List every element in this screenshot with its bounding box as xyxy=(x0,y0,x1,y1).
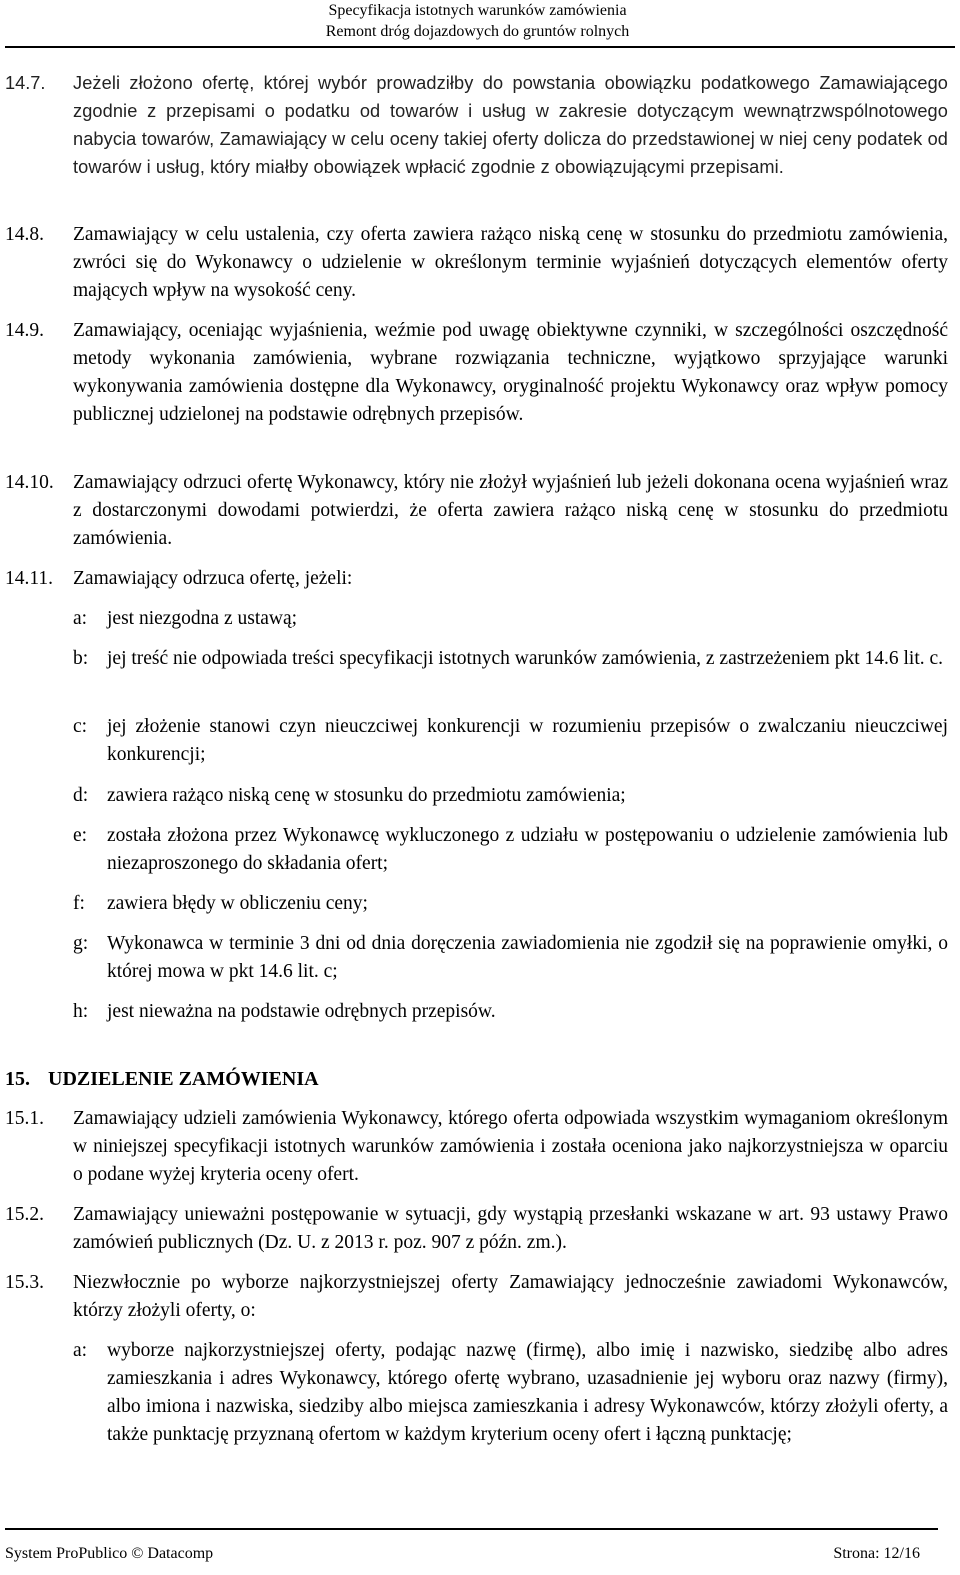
section-15-1-text: Zamawiający udzieli zamówienia Wykonawcy, którego oferta odpowiada wszystkim wymaganiom określonym w niniejszej specyfikacji istotnych warunków zamówienia i została oceniona jako najkorzystniejsza w oparciu o podane wyżej kryteria oceny ofert. xyxy=(73,1108,948,1185)
header-line-1: Specyfikacja istotnych warunków zamówienia xyxy=(328,2,627,19)
list-item-text: jest nieważna na podstawie odrębnych przepisów. xyxy=(107,1001,496,1022)
section-15-3-text: Niezwłocznie po wyborze najkorzystniejszej oferty Zamawiający jednocześnie zawiadomi Wykonawców, którzy złożyli oferty, o: xyxy=(73,1272,948,1321)
list-item-label: c: xyxy=(73,716,88,737)
list-item-label: a: xyxy=(73,608,88,629)
list-item-text: zawiera błędy w obliczeniu ceny; xyxy=(107,893,368,914)
list-item-text: została złożona przez Wykonawcę wykluczonego z udziału w postępowaniu o udzielenie zamówienia lub niezaproszonego do składania ofert; xyxy=(107,825,948,874)
list-item-label: b: xyxy=(73,648,89,669)
list-item-label: d: xyxy=(73,785,89,806)
section-number: 15.2. xyxy=(5,1204,44,1225)
section-number: 15.1. xyxy=(5,1108,44,1129)
footer-left: System ProPublico © Datacomp xyxy=(5,1545,214,1562)
section-number: 14.7. xyxy=(5,73,46,93)
footer-divider xyxy=(5,1528,938,1530)
section-14-10-text: Zamawiający odrzuci ofertę Wykonawcy, który nie złożył wyjaśnień lub jeżeli dokonana ocena wyjaśnień wraz z dostarczonymi dowodami potwierdzi, że oferta zawiera rażąco niską cenę w stosunku do przedmiotu zamówienia. xyxy=(73,472,948,549)
section-14-7-text: Jeżeli złożono ofertę, której wybór prowadziłby do powstania obowiązku podatkowego Zamawiającego zgodnie z przepisami o podatku od towarów i usług w zakresie dotyczącym wewnątrzwspólnotowego nabycia towarów, Zamawiający w celu oceny takiej oferty dolicza do przedstawionej w niej ceny podatek od towarów i usług, który miałby obowiązek wpłacić zgodnie z obowiązującymi przepisami. xyxy=(73,73,948,177)
list-item-text: jest niezgodna z ustawą; xyxy=(107,608,298,629)
header-line-2: Remont dróg dojazdowych do gruntów rolnych xyxy=(325,23,630,40)
heading-number: 15. xyxy=(5,1068,30,1090)
list-item-text: jej treść nie odpowiada treści specyfikacji istotnych warunków zamówienia, z zastrzeżeniem pkt 14.6 lit. c. xyxy=(107,648,944,669)
header-divider xyxy=(5,46,955,48)
list-item-text: Wykonawca w terminie 3 dni od dnia doręczenia zawiadomienia nie zgodził się na poprawienie omyłki, o której mowa w pkt 14.6 lit. c; xyxy=(107,933,948,982)
list-item-label: e: xyxy=(73,825,88,846)
list-item-text: wyborze najkorzystniejszej oferty, podając nazwę (firmę), albo imię i nazwisko, siedzibę albo adres zamieszkania i adres Wykonawcy, którego ofertę wybrano, uzasadnienie jej wyboru oraz nazwy (firmy), albo imiona i nazwiska, siedziby albo miejsca zamieszkania i adresy Wykonawców, którzy złożyli oferty, a także punktację przyznaną ofertom w każdym kryterium oceny ofert i łączną punktację; xyxy=(107,1340,948,1445)
section-heading xyxy=(5,1065,319,1093)
list-item-text: jej złożenie stanowi czyn nieuczciwej konkurencji w rozumieniu przepisów o zwalczaniu nieuczciwej konkurencji; xyxy=(107,716,948,765)
page-number: Strona: 12/16 xyxy=(833,1545,920,1562)
section-number: 14.9. xyxy=(5,320,44,341)
section-15-2-text: Zamawiający unieważni postępowanie w sytuacji, gdy wystąpią przesłanki wskazane w art. 93 ustawy Prawo zamówień publicznych (Dz. U. z 2013 r. poz. 907 z późn. zm.). xyxy=(73,1204,948,1253)
section-14-9-text: Zamawiający, oceniając wyjaśnienia, weźmie pod uwagę obiektywne czynniki, w szczególności oszczędność metody wykonania zamówienia, wybrane rozwiązania techniczne, wyjątkowo sprzyjające warunki wykonywania zamówienia dostępne dla Wykonawcy, oryginalność projektu Wykonawcy oraz wpływ pomocy publicznej udzielonej na podstawie odrębnych przepisów. xyxy=(73,320,948,425)
section-number: 14.8. xyxy=(5,224,44,245)
section-number: 15.3. xyxy=(5,1272,44,1293)
list-item-label: a: xyxy=(73,1340,88,1361)
section-14-8-text: Zamawiający w celu ustalenia, czy oferta zawiera rażąco niską cenę w stosunku do przedmiotu zamówienia, zwróci się do Wykonawcy o udzielenie w określonym terminie wyjaśnień dotyczących elementów oferty mających wpływ na wysokość ceny. xyxy=(73,224,948,301)
section-number: 14.10. xyxy=(5,472,54,493)
section-number: 14.11. xyxy=(5,568,54,589)
list-item-label: h: xyxy=(73,1001,89,1022)
heading-title: UDZIELENIE ZAMÓWIENIA xyxy=(48,1068,319,1090)
list-item-label: g: xyxy=(73,933,89,954)
section-14-11-text: Zamawiający odrzuca ofertę, jeżeli: xyxy=(73,568,353,589)
list-item-text: zawiera rażąco niską cenę w stosunku do przedmiotu zamówienia; xyxy=(107,785,626,806)
list-item-label: f: xyxy=(73,893,85,914)
